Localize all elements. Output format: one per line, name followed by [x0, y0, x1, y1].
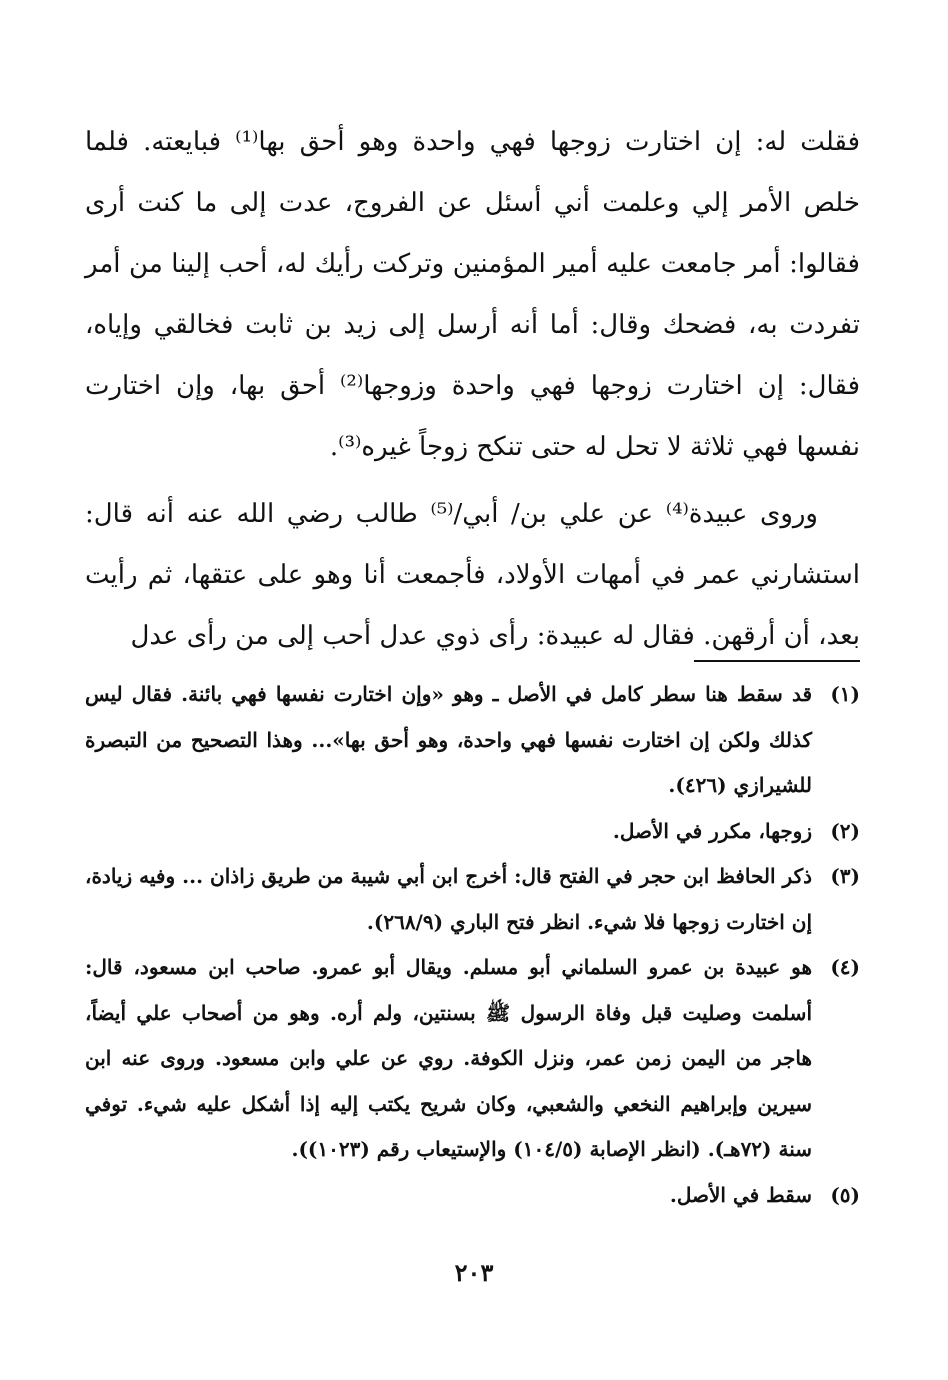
footnote-marker: (٥)	[830, 1182, 860, 1207]
main-text	[85, 112, 860, 667]
footnote-5	[85, 1173, 860, 1219]
footnote-text: قد سقط هنا سطر كامل في الأصل ـ وهو «وإن اختارت نفسها فهي بائنة. فقال ليس كذلك ولكن إن اختارت نفسها فهي واحدة، وهو أحق بها»... وهذا التصحيح من التبصرة للشيرازي (٤٢٦).	[85, 682, 812, 797]
footnotes	[85, 672, 860, 1218]
footnote-text: ذكر الحافظ ابن حجر في الفتح قال: أخرج ابن أبي شيبة من طريق زاذان ... وفيه زيادة، إن اختارت زوجها فلا شيء. انظر فتح الباري (٢٦٨/٩).	[85, 864, 812, 934]
footnote-text: هو عبيدة بن عمرو السلماني أبو مسلم. ويقال أبو عمرو. صاحب ابن مسعود، قال: أسلمت وصليت قبل وفاة الرسول ﷺ بسنتين، ولم أره. وهو من أصحاب علي أيضاً، هاجر من اليمن زمن عمر، ونزل الكوفة. روي عن علي وابن مسعود. وروى عنه ابن سيرين وإبراهيم النخعي والشعبي، وكان شريح يكتب إليه إذا أشكل عليه شيء. توفي سنة (٧٢هـ). (انظر الإصابة (١٠٤/٥) والإستيعاب رقم (١٠٢٣)).	[85, 955, 812, 1161]
footnote-text: زوجها، مكرر في الأصل.	[612, 818, 812, 843]
footnote-2	[85, 809, 860, 855]
body-paragraph-2: وروى عبيدة⁽⁴⁾ عن علي بن/ أبي/⁽⁵⁾ طالب رضي الله عنه أنه قال: استشارني عمر في أمهات الأولاد، فأجمعت أنا وهو على عتقها، ثم رأيت بعد، أن أرقهن. فقال له عبيدة: رأى ذوي عدل أحب إلى من رأى عدل	[85, 499, 860, 651]
footnote-marker: (٤)	[830, 955, 860, 979]
footnote-text: سقط في الأصل.	[669, 1182, 812, 1207]
footnote-marker: (١)	[830, 682, 860, 706]
footnote-marker: (٣)	[830, 864, 860, 888]
footnote-separator	[694, 660, 860, 662]
body-paragraph-1: فقلت له: إن اختارت زوجها فهي واحدة وهو أحق بها⁽¹⁾ فبايعته. فلما خلص الأمر إلي وعلمت أني أسئل عن الفروج، عدت إلى ما كنت أرى فقالوا: أمر جامعت عليه أمير المؤمنين وتركت رأيك له، أحب إلينا من أمر تفردت به، فضحك وقال: أما أنه أرسل إلى زيد بن ثابت فخالقي وإياه، فقال: إن اختارت زوجها فهي واحدة وزوجها⁽²⁾ أحق بها، وإن اختارت نفسها فهي ثلاثة لا تحل له حتى تنكح زوجاً غيره⁽³⁾.	[85, 127, 861, 462]
page-number: ٢٠٣	[454, 1258, 494, 1287]
footnote-1	[85, 672, 860, 809]
footnote-3	[85, 854, 860, 945]
footnote-4	[85, 945, 860, 1173]
footnote-marker: (٢)	[830, 818, 860, 843]
